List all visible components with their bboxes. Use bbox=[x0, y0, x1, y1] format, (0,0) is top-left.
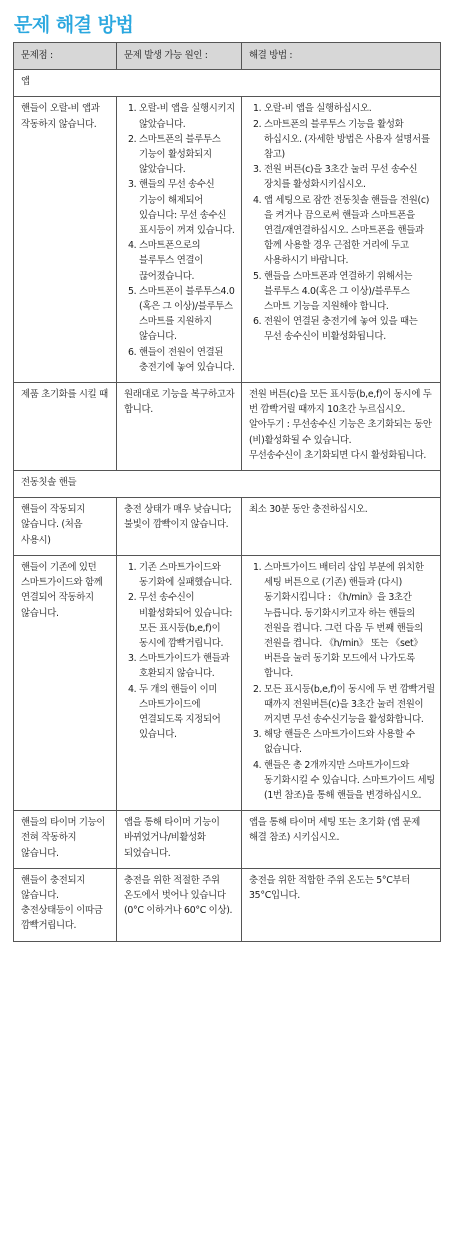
cause-cell: 충전 상태가 매우 낮습니다; 불빛이 깜빡이지 않습니다. bbox=[117, 498, 242, 556]
list-item: 6. 핸들이 전원이 연결된 충전기에 놓여 있습니다. bbox=[139, 345, 236, 375]
solution-paragraph: 전원 버튼(c)을 모든 표시등(b,e,f)이 동시에 두 번 깜빡거릴 때까지 10초간 누르십시오. bbox=[249, 389, 432, 416]
list-item: 3. 해당 핸들은 스마트가이드와 사용할 수 없습니다. bbox=[264, 727, 435, 757]
table-row bbox=[14, 555, 441, 810]
solution-list bbox=[249, 101, 435, 344]
list-item: 4. 핸들은 총 2개까지만 스마트가이드와 동기화시킬 수 있습니다. 스마트가이드 세팅(1번 참조)을 통해 핸들을 변경하십시오. bbox=[264, 758, 435, 804]
table-header-row bbox=[14, 43, 441, 70]
header-solution: 해결 방법 : bbox=[242, 43, 441, 70]
problem-cell: 제품 초기화를 시킬 때 bbox=[14, 383, 117, 471]
solution-cell bbox=[242, 383, 441, 471]
troubleshooting-table bbox=[13, 42, 441, 942]
solution-cell bbox=[242, 868, 441, 941]
solution-cell bbox=[242, 498, 441, 556]
solution-cell bbox=[242, 555, 441, 810]
cause-cell: 원래대로 기능을 복구하고자 합니다. bbox=[117, 383, 242, 471]
list-item: 1. 기존 스마트가이드와 동기화에 실패했습니다. bbox=[139, 560, 236, 590]
problem-cell: 핸들이 작동되지 않습니다. (처음 사용시) bbox=[14, 498, 117, 556]
solution-note: 알아두기 : 무선송수신 기능은 초기화되는 동안 (비)활성화될 수 있습니다. bbox=[249, 419, 432, 446]
section-row bbox=[14, 70, 441, 97]
list-item: 2. 스마트폰의 블루투스 기능이 활성화되지 않았습니다. bbox=[139, 132, 236, 178]
list-item: 4. 앱 세팅으로 잠깐 전동칫솔 핸들을 전원(c)을 켜거나 끔으로써 핸들과 스마트폰을 연결/재연결하십시오. 스마트폰을 핸들과 함께 사용할 경우 근접한 거리에 두고 사용하시기 바랍니다. bbox=[264, 193, 435, 269]
list-item: 3. 전원 버튼(c)을 3초간 눌러 무선 송수신 장치를 활성화시키십시오. bbox=[264, 162, 435, 192]
section-title-handle: 전동칫솔 핸들 bbox=[14, 471, 441, 498]
cause-cell bbox=[117, 555, 242, 810]
header-cause: 문제 발생 가능 원인 : bbox=[117, 43, 242, 70]
list-item: 2. 무선 송수신이 비활성화되어 있습니다: 모든 표시등(b,e,f)이 동시에 깜빡거립니다. bbox=[139, 590, 236, 651]
list-item: 4. 스마트폰으로의 블루투스 연결이 끊어졌습니다. bbox=[139, 238, 236, 284]
list-item: 4. 두 개의 핸들이 이미 스마트가이드에 연결되도록 지정되어 있습니다. bbox=[139, 682, 236, 743]
section-row bbox=[14, 471, 441, 498]
list-item: 1. 오랄-비 앱을 실행시키지 않았습니다. bbox=[139, 101, 236, 131]
list-item: 2. 스마트폰의 블루투스 기능을 활성화 하십시오. (자세한 방법은 사용자 설명서를 참고) bbox=[264, 117, 435, 163]
page-title: 문제 해결 방법 bbox=[14, 14, 134, 36]
cause-cell: 앱을 통해 타이머 기능이 바뀌었거나/비활성화 되었습니다. bbox=[117, 811, 242, 869]
list-item: 5. 핸들을 스마트폰과 연결하기 위해서는 블루투스 4.0(혹은 그 이상)/블루투스 스마트 기능을 지원해야 합니다. bbox=[264, 269, 435, 315]
solution-cell bbox=[242, 811, 441, 869]
problem-cell: 핸들이 오랄-비 앱과 작동하지 않습니다. bbox=[14, 97, 117, 383]
cause-cell bbox=[117, 97, 242, 383]
list-item: 6. 전원이 연결된 충전기에 놓여 있을 때는 무선 송수신이 비활성화됩니다. bbox=[264, 314, 435, 344]
list-item: 5. 스마트폰이 블루투스4.0 (혹은 그 이상)/블루투스 스마트를 지원하지 않습니다. bbox=[139, 284, 236, 345]
solution-paragraph: 앱을 통해 타이머 세팅 또는 초기화 (앱 문제 해결 참조) 시키십시오. bbox=[249, 817, 420, 844]
problem-cell: 핸들이 충전되지 않습니다. 충전상태등이 이따금 깜빡거립니다. bbox=[14, 868, 117, 941]
table-row bbox=[14, 811, 441, 869]
cause-list bbox=[124, 560, 236, 742]
problem-cell: 핸들의 타이머 기능이 전혀 작동하지 않습니다. bbox=[14, 811, 117, 869]
list-item: 1. 오랄-비 앱을 실행하십시오. bbox=[264, 101, 435, 116]
table-row bbox=[14, 97, 441, 383]
cause-list bbox=[124, 101, 236, 375]
solution-cell bbox=[242, 97, 441, 383]
header-problem: 문제점 : bbox=[14, 43, 117, 70]
solution-paragraph: 충전을 위한 적합한 주위 온도는 5°C부터 35°C입니다. bbox=[249, 874, 411, 901]
solution-paragraph: 최소 30분 동안 충전하십시오. bbox=[249, 504, 368, 516]
problem-cell: 핸들이 기존에 있던 스마트가이드와 함께 연결되어 작동하지 않습니다. bbox=[14, 555, 117, 810]
list-item: 3. 핸들의 무선 송수신 기능이 해제되어 있습니다: 무선 송수신 표시등이 꺼져 있습니다. bbox=[139, 177, 236, 238]
solution-paragraph: 무선송수신이 초기화되면 다시 활성화됩니다. bbox=[249, 449, 427, 461]
section-title-app: 앱 bbox=[14, 70, 441, 97]
table-row bbox=[14, 383, 441, 471]
list-item: 3. 스마트가이드가 핸들과 호환되지 않습니다. bbox=[139, 651, 236, 681]
list-item: 1. 스마트가이드 배터리 삽입 부분에 위치한 세팅 버튼으로 (기존) 핸들과 (다시) 동기화시킵니다 : 《h/min》을 3초간 누릅니다. 동기화시키고자 하는 핸들의 전원을 켭니다. 그런 다음 두 번째 핸들의 전원을 켭니다. 《h/min》 또는 《set》버튼을 눌러 동기화 모드에서 나가도록 합니다. bbox=[264, 560, 435, 682]
cause-cell: 충전을 위한 적절한 주위 온도에서 벗어나 있습니다 (0°C 이하거나 60°C 이상). bbox=[117, 868, 242, 941]
solution-list bbox=[249, 560, 435, 803]
table-row bbox=[14, 498, 441, 556]
list-item: 2. 모든 표시등(b,e,f)이 동시에 두 번 깜빡거릴 때까지 전원버튼(c)을 3초간 눌러 전원이 꺼지면 무선 송수신기능을 활성화합니다. bbox=[264, 682, 435, 728]
table-row bbox=[14, 868, 441, 941]
